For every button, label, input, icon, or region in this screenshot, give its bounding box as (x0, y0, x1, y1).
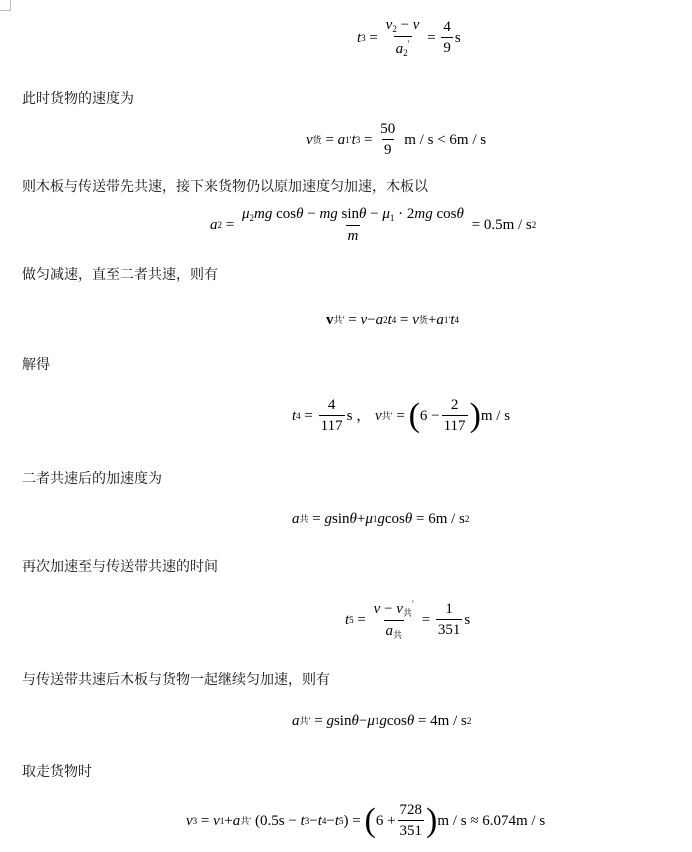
text-decelerate: 做匀减速，直至二者共速，则有 (22, 267, 218, 283)
equation-v3: v 3 = v 1 + a 共 ′ ( 0.5s − t 3 − t 4 − t 5 ) = ( 6 + $\frac{728}{351}$ ) m / s ≈ 6.074m / s (186, 802, 546, 839)
equation-t4-result: t 4 = $\frac{4}{117}$ s ， v 共 ′ = ( 6 − $\frac{2}{117}$ ) m / s (292, 397, 511, 434)
equation-a-common: a 共 = g sin θ + μ 1 g cos θ = 6m / s 2 (292, 511, 470, 527)
text-common-speed: 则木板与传送带先共速，接下来货物仍以原加速度匀加速，木板以 (22, 179, 428, 195)
equation-common-velocity: v 共 ′ = v − a 2 t 4 = v 货 + a 1 ′ t 4 (326, 312, 460, 328)
text-time-again: 再次加速至与传送带共速的时间 (22, 559, 218, 575)
image-corner-mark (0, 0, 11, 11)
text-accel-after: 二者共速后的加速度为 (22, 471, 162, 487)
equation-a2: a 2 = $\frac{\mu_2mg \cos\theta - mg \sin\theta - \mu_1 \cdot 2mg \cos\theta}{m}$ = 0.5m / s 2 (210, 206, 537, 244)
equation-a-together: a 共 ′ = g sin θ − μ 1 g cos θ = 4m / s 2 (292, 713, 472, 729)
text-take-goods: 取走货物时 (22, 764, 92, 780)
text-solve: 解得 (22, 357, 50, 373)
text-speed-label: 此时货物的速度为 (22, 91, 134, 107)
equation-v-goods: v 货 = a 1 ′ t 3 = $\frac{50}{9}$ m / s < 6m / s (306, 121, 487, 158)
equation-t5: t 5 = $\frac{v - v_共'}{a_共}$ = $\frac{1}{351}$ s (345, 599, 471, 640)
equation-t3: t 3 = $\frac{v_2 - v}{a_2'}$ = $\frac{4}{9}$ s (357, 17, 461, 58)
text-together: 与传送带共速后木板与货物一起继续匀加速，则有 (22, 672, 330, 688)
